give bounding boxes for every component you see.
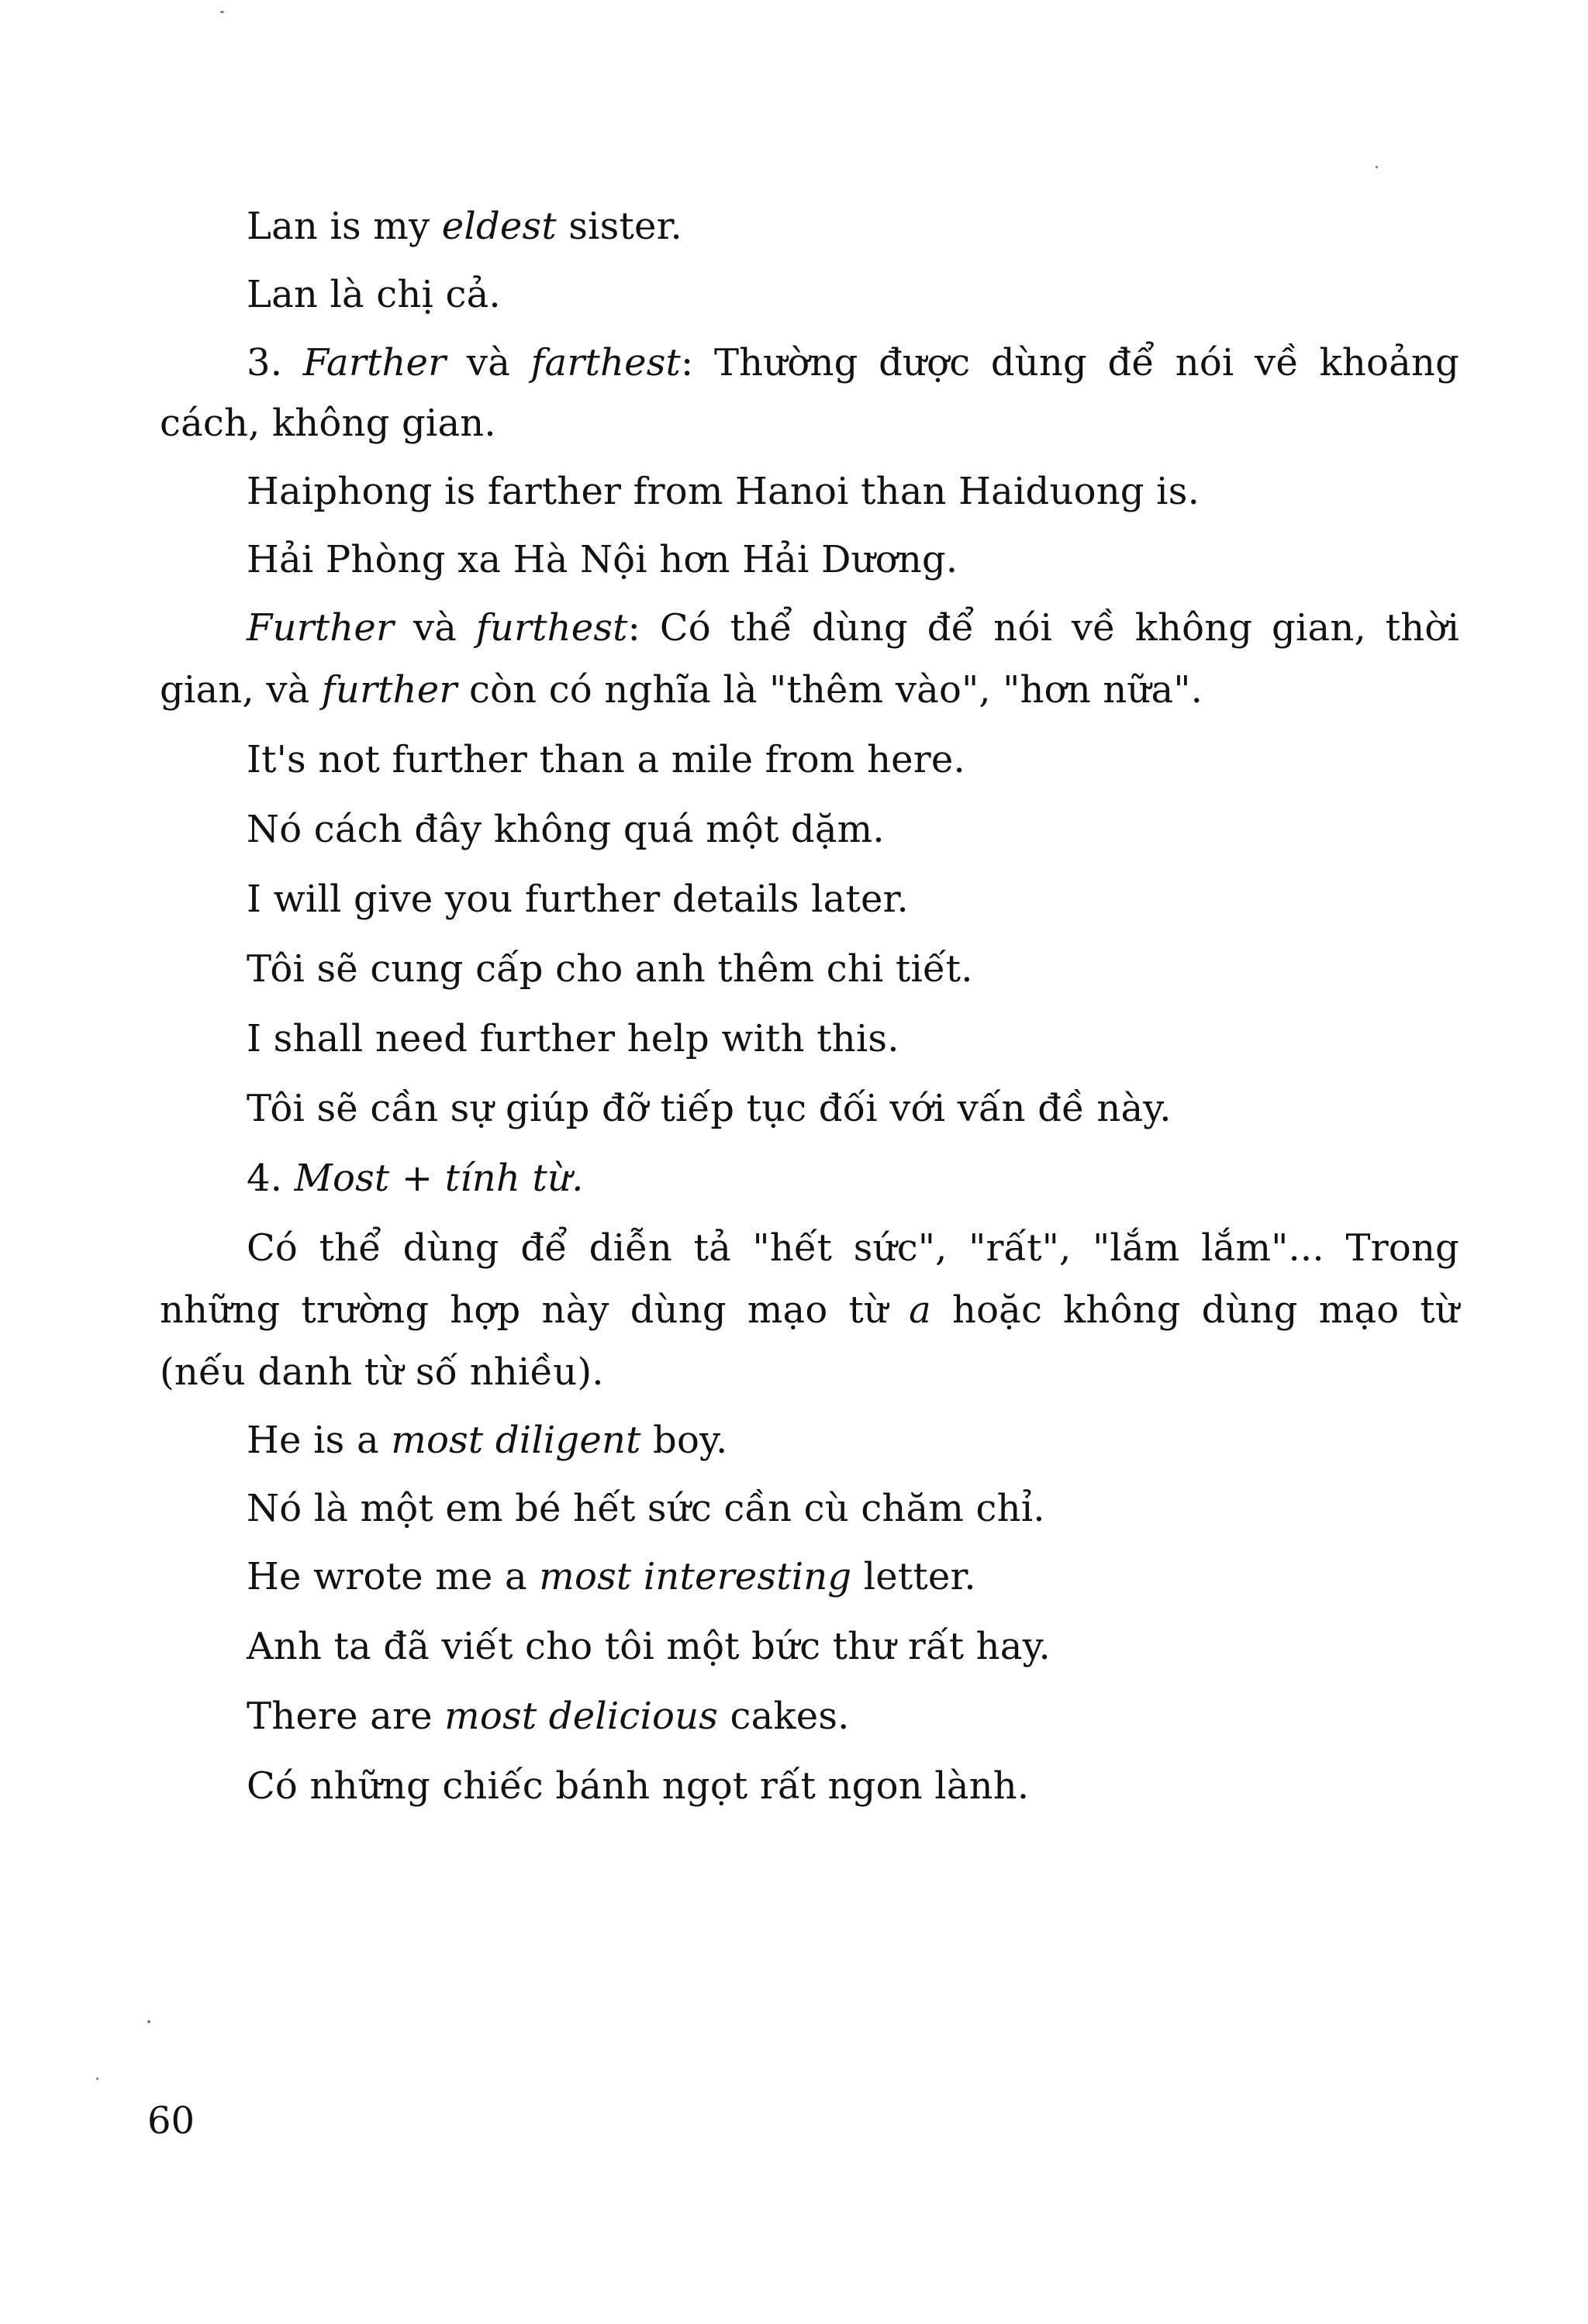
text-span: Lan is my [247,205,442,248]
translation-sentence: Lan là chị cả. [247,273,501,316]
italic-term: furthest [475,606,628,650]
example-sentence: I shall need further help with this. [247,1017,899,1060]
example-sentence: I will give you further details later. [247,878,909,921]
example-sentence: Haiphong is farther from Hanoi than Haiduong is. [247,470,1200,513]
italic-term: Further [247,606,395,650]
text-span: : Thường được dùng để nói về khoảng [681,341,1459,384]
text-span: : Có thể dùng để nói về không gian, thời [627,606,1459,650]
paragraph-continuation [160,667,1203,713]
paragraph-continuation: (nếu danh từ số nhiều). [160,1350,604,1394]
translation-sentence: Hải Phòng xa Hà Nội hơn Hải Dương. [247,538,958,581]
italic-term: Farther [302,341,447,384]
example-sentence [247,1553,976,1600]
text-span: 4. [247,1157,295,1200]
italic-term: most delicious [444,1695,719,1738]
text-span: hoặc không dùng mạo từ [930,1288,1459,1332]
translation-sentence: Tôi sẽ cần sự giúp đỡ tiếp tục đối với vấn đề này. [247,1087,1172,1130]
scan-speck [1376,166,1378,168]
section-heading-4 [247,1155,584,1202]
example-sentence [247,1417,727,1464]
page-number: 60 [147,2099,195,2143]
example-sentence [247,203,682,250]
translation-sentence: Có những chiếc bánh ngọt rất ngon lành. [247,1764,1030,1808]
translation-sentence: Tôi sẽ cung cấp cho anh thêm chi tiết. [247,947,973,991]
example-sentence: It's not further than a mile from here. [247,738,965,781]
scan-speck [96,2077,98,2080]
example-sentence [247,1693,850,1740]
italic-term: a [909,1288,931,1332]
text-span: boy. [640,1419,728,1462]
text-span: còn có nghĩa là "thêm vào", "hơn nữa". [457,668,1203,712]
text-span: 3. [247,341,303,384]
italic-term: eldest [441,205,557,248]
paragraph-line [160,1287,1459,1333]
text-span: và [394,606,476,650]
translation-sentence: Nó là một em bé hết sức cần cù chăm chỉ. [247,1487,1045,1530]
text-span: He is a [247,1419,392,1462]
text-span: letter. [851,1555,976,1598]
scan-speck [147,2020,150,2023]
italic-term: most diligent [391,1419,641,1462]
translation-sentence: Anh ta đã viết cho tôi một bức thư rất hay. [247,1625,1051,1668]
section-heading-3 [247,340,1459,386]
scan-speck [220,11,224,13]
text-span: gian, và [160,668,322,712]
text-span: cakes. [718,1695,850,1738]
italic-term: Most + tính từ. [294,1157,584,1200]
translation-sentence: Nó cách đây không quá một dặm. [247,808,885,851]
italic-term: further [321,668,457,712]
paragraph-line [247,605,1459,651]
text-span: There are [247,1695,445,1738]
text-span: những trường hợp này dùng mạo từ [160,1288,910,1332]
italic-term: most interesting [539,1555,852,1598]
text-span: và [446,341,531,384]
text-span: He wrote me a [247,1555,540,1598]
italic-term: farthest [530,341,682,384]
paragraph-continuation: cách, không gian. [160,402,496,445]
paragraph-line: Có thể dùng để diễn tả "hết sức", "rất", "lắm lắm"... Trong [247,1226,1459,1270]
text-span: sister. [556,205,682,248]
